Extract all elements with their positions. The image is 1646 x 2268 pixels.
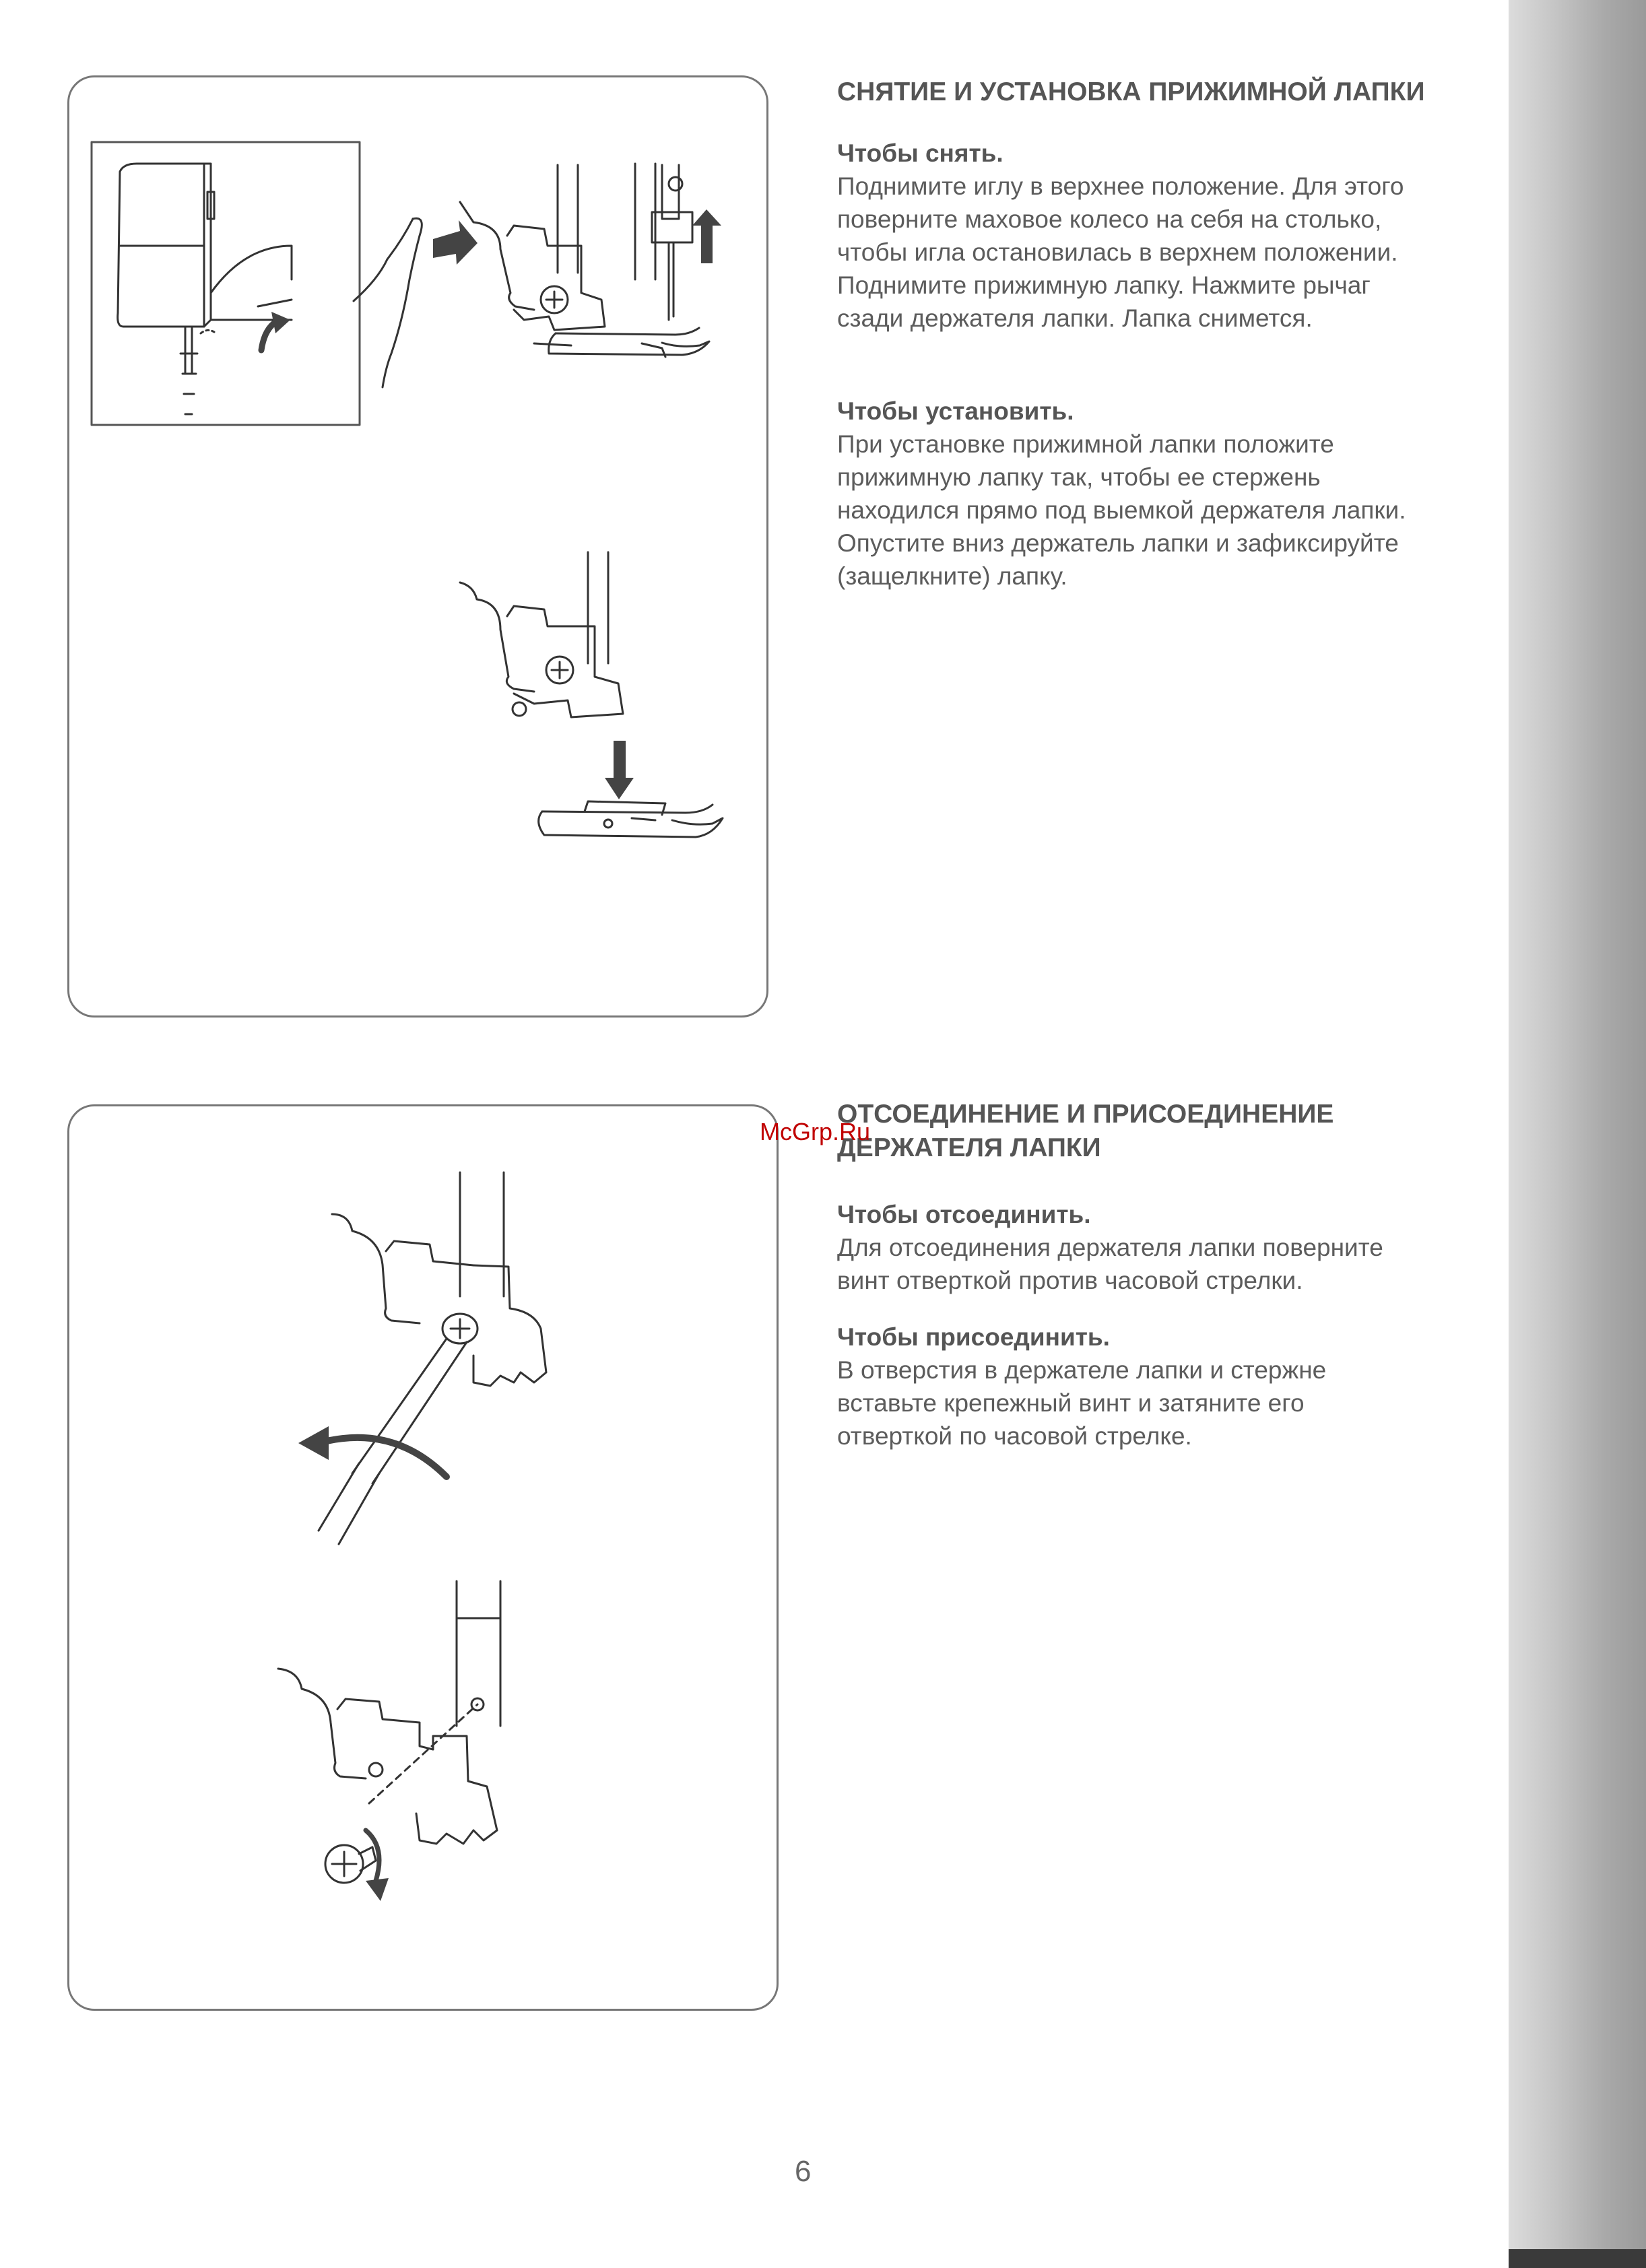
text-remove: Поднимите иглу в верхнее положение. Для этого поверните маховое колесо на себя на столько, чтобы игла остановилась в верхнем положении. Поднимите прижимную лапку. Нажмите рычаг сзади держателя лапки. Лапка снимется. — [837, 172, 1404, 332]
needle-clamp — [652, 165, 692, 320]
section-foot-holder-detach-attach — [837, 1098, 1517, 1453]
text-attach: В отверстия в держателе лапки и стержне вставьте крепежный винт и затяните его отверткой по часовой стрелке. — [837, 1356, 1327, 1450]
text-install: При установке прижимной лапки положите прижимную лапку так, чтобы ее стержень находился прямо под выемкой держателя лапки. Опустите вниз держатель лапки и зафиксируйте (защелкните) лапку. — [837, 430, 1406, 590]
arrow-head-icon-3 — [366, 1878, 389, 1901]
heading-remove: Чтобы снять. — [837, 139, 1003, 167]
foot-holder-illustrations — [69, 1106, 777, 2009]
arrow-head-icon — [271, 312, 290, 333]
clockwise-arrow-icon — [366, 1830, 379, 1881]
presser-foot-holder-bottom — [460, 552, 623, 717]
heading-attach: Чтобы присоединить. — [837, 1323, 1110, 1351]
sewing-machine-inset — [92, 142, 360, 425]
section-title-foot-holder: ОТСОЕДИНЕНИЕ И ПРИСОЕДИНЕНИЕ ДЕРЖАТЕЛЯ ЛАПКИ — [837, 1100, 1334, 1162]
page-number: 6 — [795, 2155, 812, 2188]
counterclockwise-arrow-icon — [319, 1438, 447, 1477]
finger-icon — [354, 218, 422, 387]
heading-install: Чтобы установить. — [837, 397, 1074, 425]
watermark[interactable]: McGrp.Ru — [760, 1118, 871, 1145]
heading-detach: Чтобы отсоединить. — [837, 1201, 1091, 1228]
push-arrow-icon — [433, 220, 478, 265]
illustration-panel-presser-foot — [67, 75, 768, 1018]
foot-holder-detach — [319, 1172, 546, 1544]
presser-foot-illustrations — [69, 77, 766, 1015]
text-detach: Для отсоединения держателя лапки поверните винт отверткой против часовой стрелки. — [837, 1234, 1383, 1294]
up-arrow-icon — [692, 209, 721, 263]
illustration-panel-foot-holder — [67, 1104, 779, 2011]
down-arrow-icon — [605, 741, 634, 799]
presser-foot-sole — [539, 801, 723, 837]
presser-foot-holder-top — [460, 164, 709, 357]
section-title-presser-foot: СНЯТИЕ И УСТАНОВКА ПРИЖИМНОЙ ЛАПКИ — [837, 77, 1425, 106]
foot-holder-attach — [278, 1581, 500, 1883]
book-spine-bottom — [1509, 2249, 1646, 2268]
arrow-head-icon-2 — [298, 1426, 329, 1460]
section-presser-foot-remove-install — [837, 75, 1517, 593]
book-spine-shadow — [1509, 0, 1646, 2268]
